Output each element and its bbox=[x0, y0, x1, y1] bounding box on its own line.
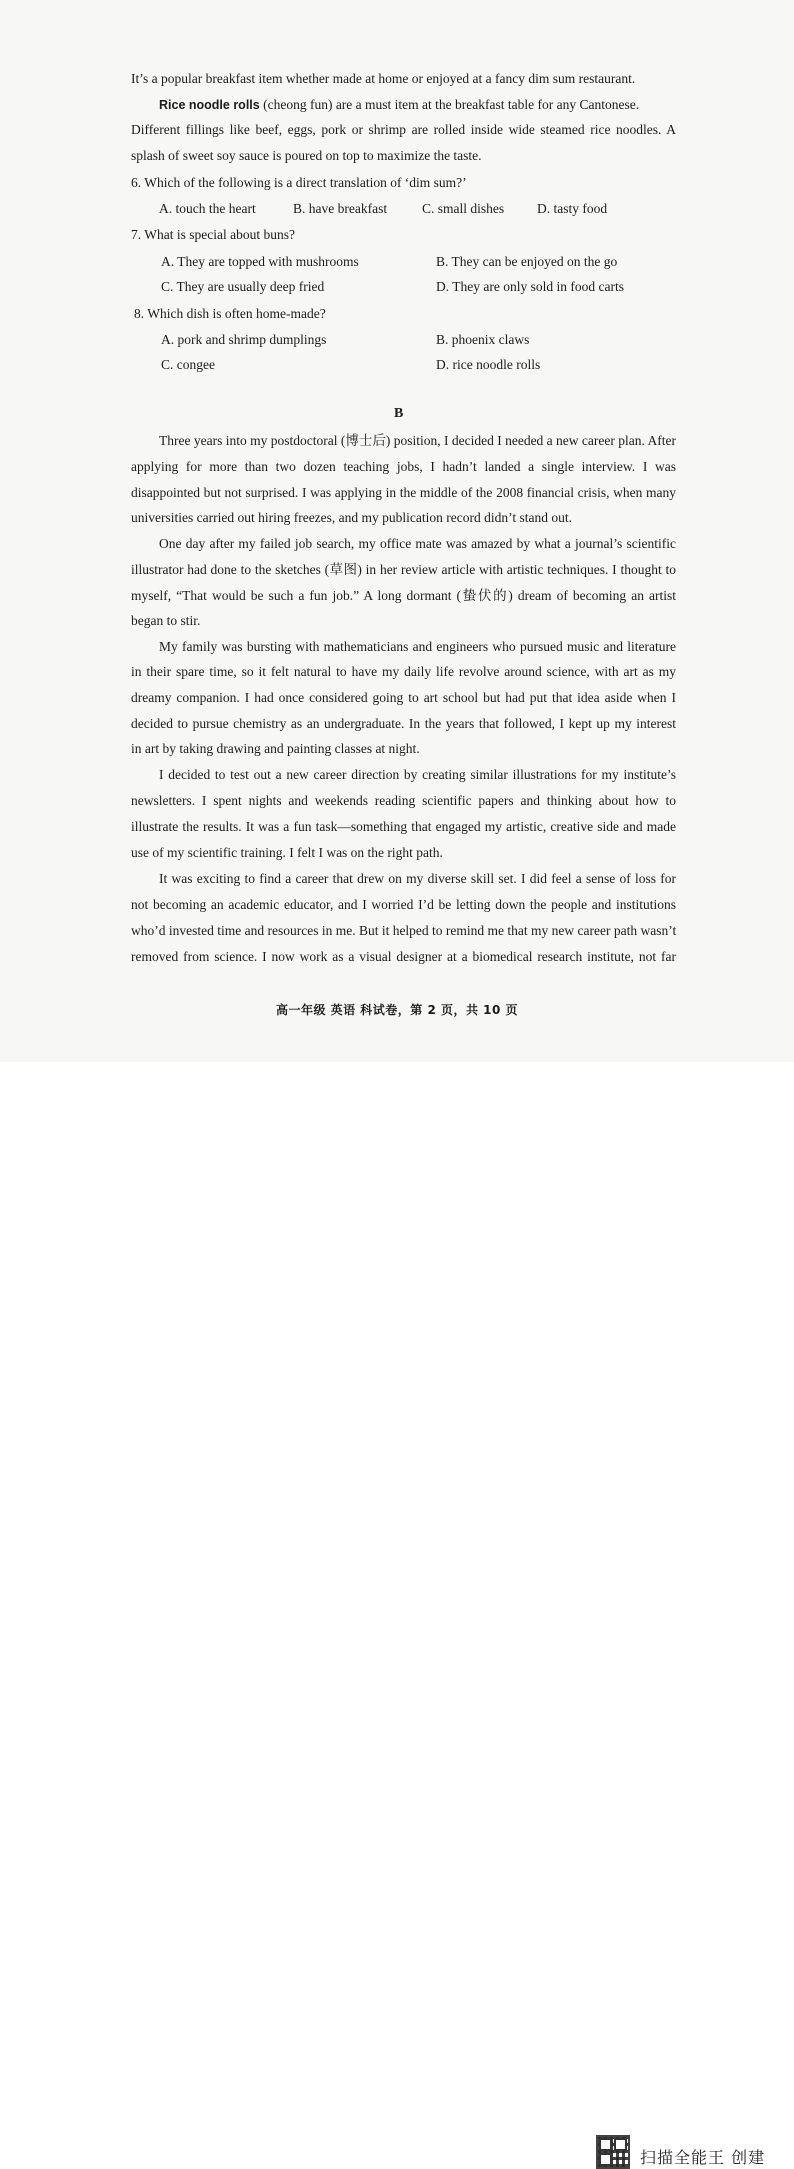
answer-option[interactable]: B. have breakfast bbox=[293, 201, 388, 216]
passage-line: It’s a popular breakfast item whether made at home or enjoyed at a fancy dim sum restaurant. bbox=[131, 71, 636, 86]
passage-line: in art by taking drawing and painting classes at night. bbox=[131, 741, 420, 756]
answer-option[interactable]: C. small dishes bbox=[422, 201, 505, 216]
passage-line: myself, “That would be such a fun job.” A long dormant (蛰伏的) dream of becoming an artist bbox=[131, 588, 676, 603]
answer-option[interactable]: D. They are only sold in food carts bbox=[436, 279, 624, 294]
answer-option[interactable]: C. congee bbox=[161, 357, 215, 372]
passage-line: universities carried out hiring freezes, and my publication record didn’t stand out. bbox=[131, 510, 572, 525]
rice-noodle-heading: Rice noodle rolls bbox=[159, 98, 260, 112]
passage-line: not becoming an academic educator, and I worried I’d be letting down the people and institutions bbox=[131, 897, 676, 912]
scanned-page bbox=[0, 0, 794, 1062]
question-stem: 7. What is special about buns? bbox=[131, 227, 295, 242]
passage-line: I decided to test out a new career direction by creating similar illustrations for my institute’s bbox=[159, 767, 676, 782]
scanner-brand-text: 扫描全能王 创建 bbox=[640, 2148, 766, 2167]
passage-line: who’d invested time and resources in me. But it helped to remind me that my new career path wasn’t bbox=[131, 923, 677, 938]
passage-line: illustrate the results. It was a fun task—something that engaged my artistic, creative side and made bbox=[131, 819, 676, 834]
passage-line: began to stir. bbox=[131, 613, 201, 628]
question-stem: 6. Which of the following is a direct translation of ‘dim sum?’ bbox=[131, 175, 467, 190]
passage-line: illustrator had done to the sketches (草图) in her review article with artistic techniques. I thought to bbox=[131, 562, 676, 577]
qr-code-icon bbox=[596, 2135, 630, 2169]
answer-option[interactable]: D. tasty food bbox=[537, 201, 608, 216]
answer-option[interactable]: B. They can be enjoyed on the go bbox=[436, 254, 618, 269]
passage-line: decided to pursue chemistry as an undergraduate. In the years that followed, I kept up my interest bbox=[131, 716, 676, 731]
section-title: B bbox=[394, 406, 404, 421]
passage-line: disappointed but not surprised. I was applying in the middle of the 2008 financial crisis, when many bbox=[131, 485, 676, 500]
passage-line: One day after my failed job search, my office mate was amazed by what a journal’s scientific bbox=[159, 536, 676, 551]
passage-line: newsletters. I spent nights and weekends reading scientific papers and thinking about how to bbox=[131, 793, 676, 808]
passage-text: (cheong fun) are a must item at the breakfast table for any Cantonese. bbox=[259, 97, 640, 112]
passage-line: My family was bursting with mathematicians and engineers who pursued music and literature bbox=[159, 639, 676, 654]
passage-line: removed from science. I now work as a visual designer at a biomedical research institute, not far bbox=[131, 949, 676, 964]
passage-line: use of my scientific training. I felt I was on the right path. bbox=[131, 845, 443, 860]
answer-option[interactable]: A. They are topped with mushrooms bbox=[161, 254, 359, 269]
answer-option[interactable]: C. They are usually deep fried bbox=[161, 279, 325, 294]
answer-option[interactable]: D. rice noodle rolls bbox=[436, 357, 541, 372]
passage-line: splash of sweet soy sauce is poured on top to maximize the taste. bbox=[131, 148, 482, 163]
page-footer: 高一年级 英语 科试卷，第 2 页，共 10 页 bbox=[275, 1003, 519, 1017]
passage-line: It was exciting to find a career that drew on my diverse skill set. I did feel a sense of loss for bbox=[159, 871, 676, 886]
answer-option[interactable]: A. touch the heart bbox=[159, 201, 256, 216]
passage-line bbox=[159, 96, 676, 114]
scanner-watermark-bar bbox=[0, 1062, 794, 2167]
passage-line: dreamy companion. I had once considered going to art school but had put that idea aside when I bbox=[131, 690, 676, 705]
answer-option[interactable]: A. pork and shrimp dumplings bbox=[161, 332, 327, 347]
passage-line: Different fillings like beef, eggs, pork or shrimp are rolled inside wide steamed rice noodles. A bbox=[131, 122, 676, 137]
passage-line: in their spare time, so it felt natural to have my daily life revolve around science, with art as my bbox=[131, 664, 676, 679]
question-stem: 8. Which dish is often home-made? bbox=[134, 306, 326, 321]
passage-line: applying for more than two dozen teaching jobs, I hadn’t landed a single interview. I was bbox=[131, 459, 676, 474]
passage-line: Three years into my postdoctoral (博士后) position, I decided I needed a new career plan. After bbox=[159, 433, 676, 448]
answer-option[interactable]: B. phoenix claws bbox=[436, 332, 530, 347]
